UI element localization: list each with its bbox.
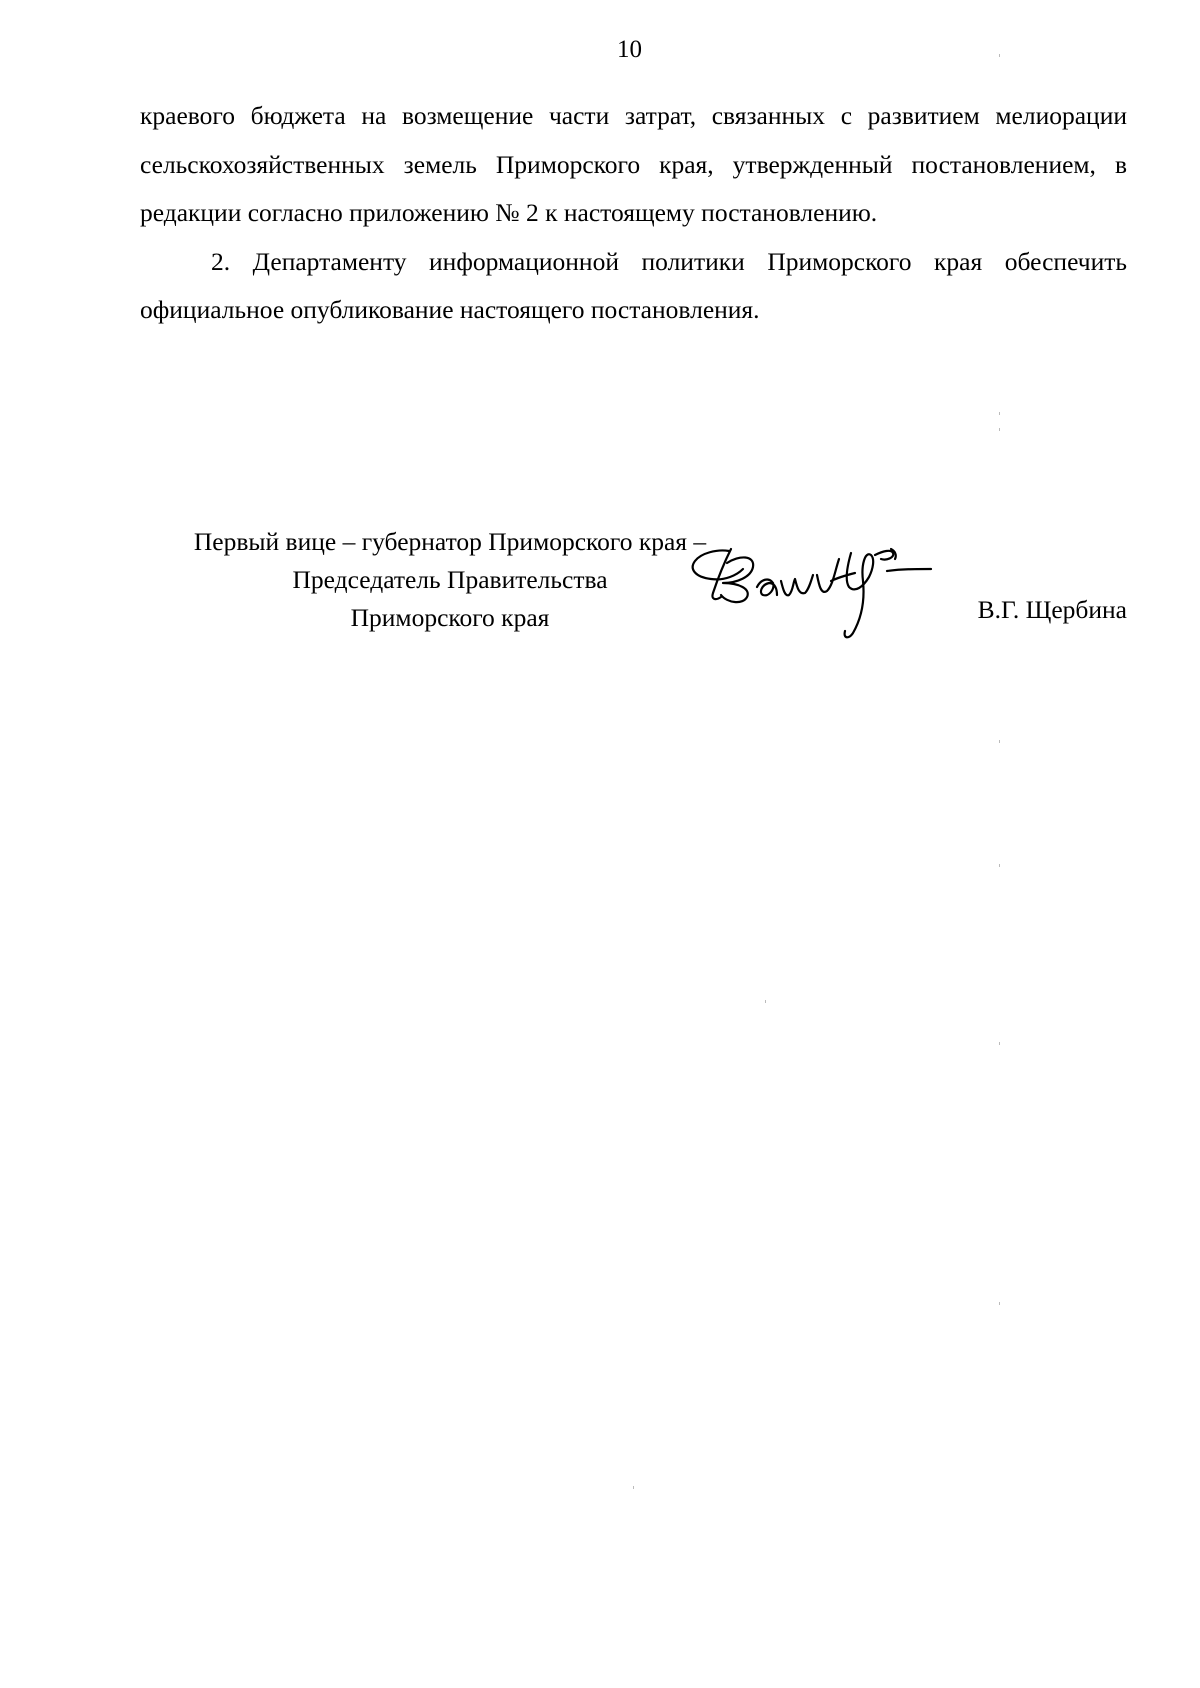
handwritten-signature <box>665 529 935 649</box>
paragraph-item-2: 2. Департаменту информационной политики Приморского края обеспечить официальное опубликование настоящего постановления. <box>140 246 1127 324</box>
scan-artifact <box>999 54 1000 57</box>
scan-artifact <box>999 740 1000 743</box>
signatory-title-line: Первый вице – губернатор Приморского края – <box>193 527 707 556</box>
scan-artifact <box>999 412 1000 415</box>
signature-block <box>140 523 1127 653</box>
scan-artifact <box>765 1000 766 1003</box>
scan-artifact <box>999 428 1000 431</box>
scan-artifact <box>999 1302 1000 1305</box>
signer-name: В.Г. Щербина <box>977 595 1127 624</box>
document-body <box>140 92 1127 335</box>
scan-artifact <box>999 864 1000 867</box>
scan-artifact <box>999 1042 1000 1045</box>
signatory-title-line: Председатель Правительства <box>292 565 608 594</box>
paragraph-continuation: краевого бюджета на возмещение части затрат, связанных с развитием мелиорации сельскохозяйственных земель Приморского края, утвержденный постановлением, в редакции согласно приложению № 2 к настоящему постановлению. <box>140 101 1127 227</box>
signatory-title <box>150 523 750 637</box>
scan-artifact <box>633 1486 634 1489</box>
page-number: 10 <box>617 36 642 63</box>
signatory-title-line: Приморского края <box>350 603 550 632</box>
